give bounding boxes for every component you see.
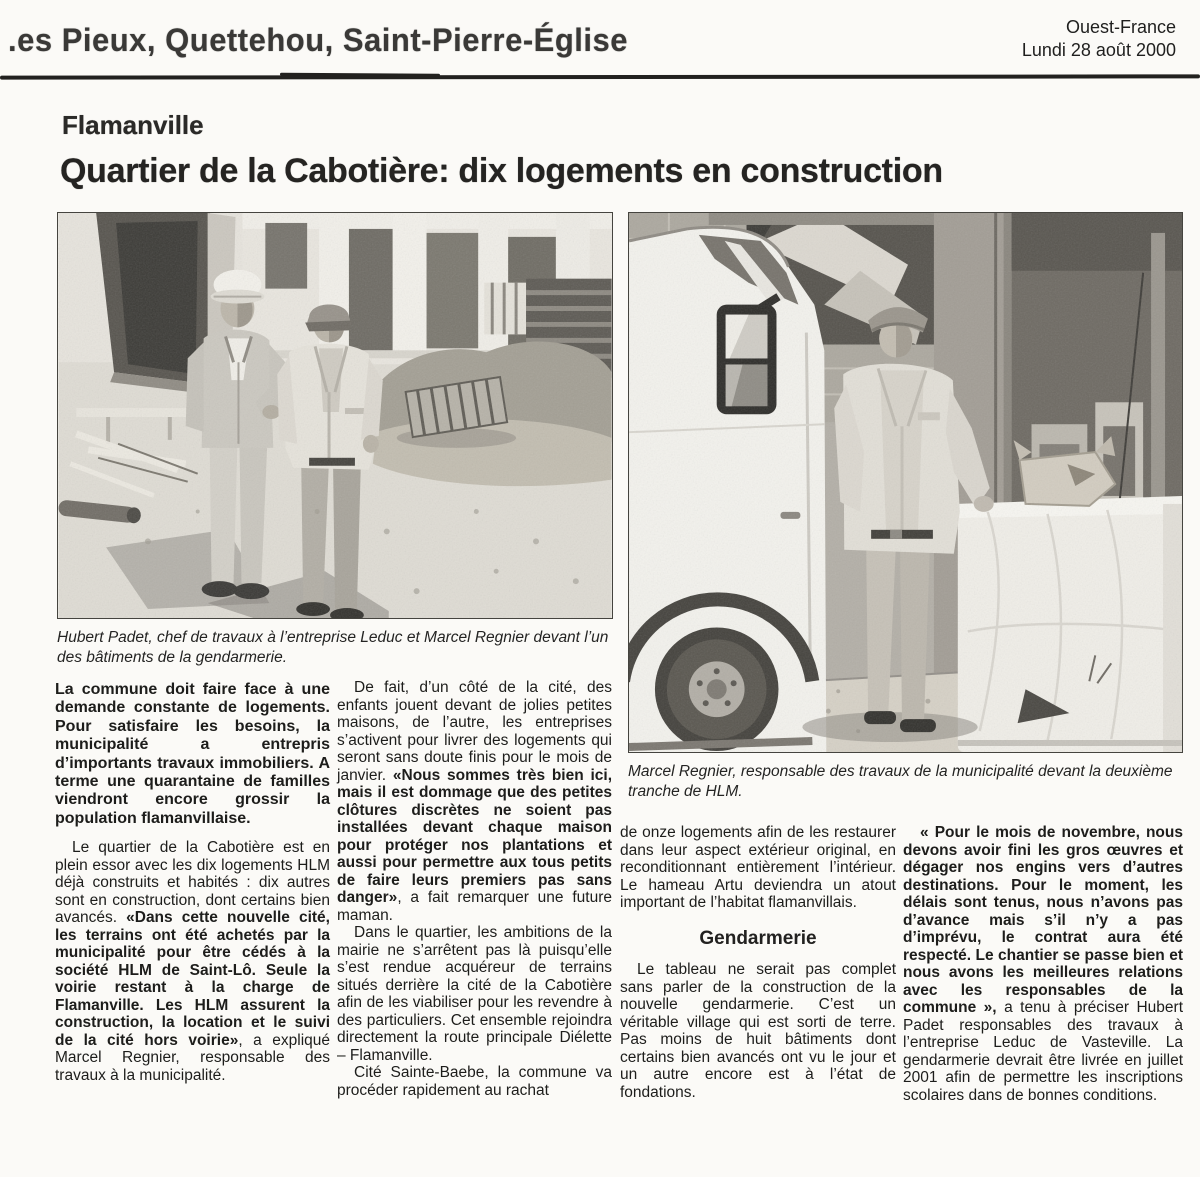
photo-right-caption: Marcel Regnier, responsable des travaux de la municipalité devant la deuxième tranche de HLM.: [628, 763, 1173, 800]
subhead-gendarmerie: Gendarmerie: [699, 927, 817, 949]
paragraph: [337, 679, 612, 924]
masthead-name: Ouest-France: [1065, 17, 1176, 37]
paragraph-quote: [903, 824, 1183, 1104]
text-segment: Le quartier de la Cabotière est en plein essor avec les dix logements HLM déjà construits et habités : dix autres sont en construction, dont certains bien avancés.: [55, 839, 330, 927]
paragraph: [55, 839, 330, 1084]
headline: Quartier de la Cabotière: dix logements en construction: [60, 152, 943, 190]
text-segment: «Nous sommes très bien ici, mais il est dommage que des petites clôtures discrètes ne soient pas installées devant chaque maison pour protéger nos plantations et aussi pour permettre aux tous petits de faire leurs premiers pas sans danger»: [337, 766, 613, 906]
paragraph: [337, 1064, 612, 1099]
section-title: .es Pieux, Quettehou, Saint-Pierre-Église: [8, 22, 629, 59]
masthead: [1022, 16, 1176, 62]
photo-left-illustration: [57, 212, 613, 619]
kicker-flamanville: Flamanville: [62, 110, 204, 140]
text-segment: «Dans cette nouvelle cité, les terrains ont été achetés par la municipalité pour être cédés à la société HLM de Saint-Lô. Seule la voirie restant à la charge de Flamanville. Les HLM assurent la construction, la location et le suivi de la cité hors voirie»: [55, 909, 330, 1049]
paragraph: [337, 924, 612, 1064]
halftone-grain: [629, 213, 1182, 752]
photo-left-caption: Hubert Padet, chef de travaux à l’entreprise Leduc et Marcel Regnier devant l’un des bâtiments de la gendarmerie.: [57, 629, 609, 666]
text-segment: de onze logements afin de les restaurer dans leur aspect extérieur original, en reconditionnant entièrement l’intérieur. Le hameau Artu deviendra un atout important de l’habitat flamanvillais.: [620, 824, 896, 911]
text-segment: a tenu à préciser Hubert Padet responsables des travaux à l’entreprise Leduc de Vasteville. La gendarmerie devrait être livrée en juillet 2001 afin de permettre les inscriptions scolaires dans de bonnes conditions.: [903, 999, 1183, 1104]
text-segment: La commune doit faire face à une demande constante de logements. Pour satisfaire les besoins, la municipalité a entrepris d’importants travaux immobiliers. A terme une quarantaine de familles viendront encore grossir la population flamanvillaise.: [55, 681, 330, 827]
text-segment: Le tableau ne serait pas complet sans parler de la construction de la nouvelle gendarmerie. C’est un véritable village qui est sorti de terre. Pas moins de huit bâtiments dont certains bien avancés ont vu le jour et un autre encore est à l’état de fondations.: [620, 961, 896, 1101]
masthead-date: Lundi 28 août 2000: [1021, 40, 1176, 61]
paragraph-continuation: [620, 824, 896, 912]
article-column-3: [620, 824, 896, 1101]
text-segment: « Pour le mois de novembre, nous devons avoir fini les gros œuvres et dégager nos engins vers d’autres destinations. Pour le moment, les délais sont tenus, nous n’avons pas d’avance mais s’il n’y a pas d’imprévu, le contrat aura été respecté. Le chantier se passe bien et nous avons les meilleures relations avec les responsables de la commune »,: [903, 824, 1183, 1016]
lead-paragraph: [55, 681, 330, 828]
photo-right-illustration: [628, 212, 1183, 753]
text-segment: Dans le quartier, les ambitions de la mairie ne s’arrêtent pas là puisqu’elle s’est rendue acquéreur de terrains situés derrière la cité de la Cabotière afin de les viabiliser pour les revendre à des particuliers. Cet ensemble rejoindra directement la route principale Diélette – Flamanville.: [337, 924, 612, 1064]
halftone-grain: [58, 213, 611, 618]
article-column-4: [903, 824, 1183, 1104]
text-segment: , a fait remarquer une future maman.: [337, 889, 612, 924]
header-rule: [0, 74, 1200, 79]
text-segment: Cité Sainte-Baebe, la commune va procéder rapidement au rachat: [337, 1064, 612, 1099]
photo-construction-site: [57, 212, 613, 668]
text-segment: , a expliqué Marcel Regnier, responsable des travaux à la municipalité.: [55, 1031, 331, 1084]
photo-van-site: [628, 212, 1183, 802]
paragraph: [620, 961, 896, 1101]
article-column-1: [55, 681, 330, 1084]
text-segment: De fait, d’un côté de la cité, des enfants jouent devant de jolies petites maisons, de l’autre, les entreprises s’activent pour livrer des logements qui seront sans doute finis pour le mois de janvier.: [337, 679, 612, 784]
article-column-2: [337, 679, 612, 1099]
